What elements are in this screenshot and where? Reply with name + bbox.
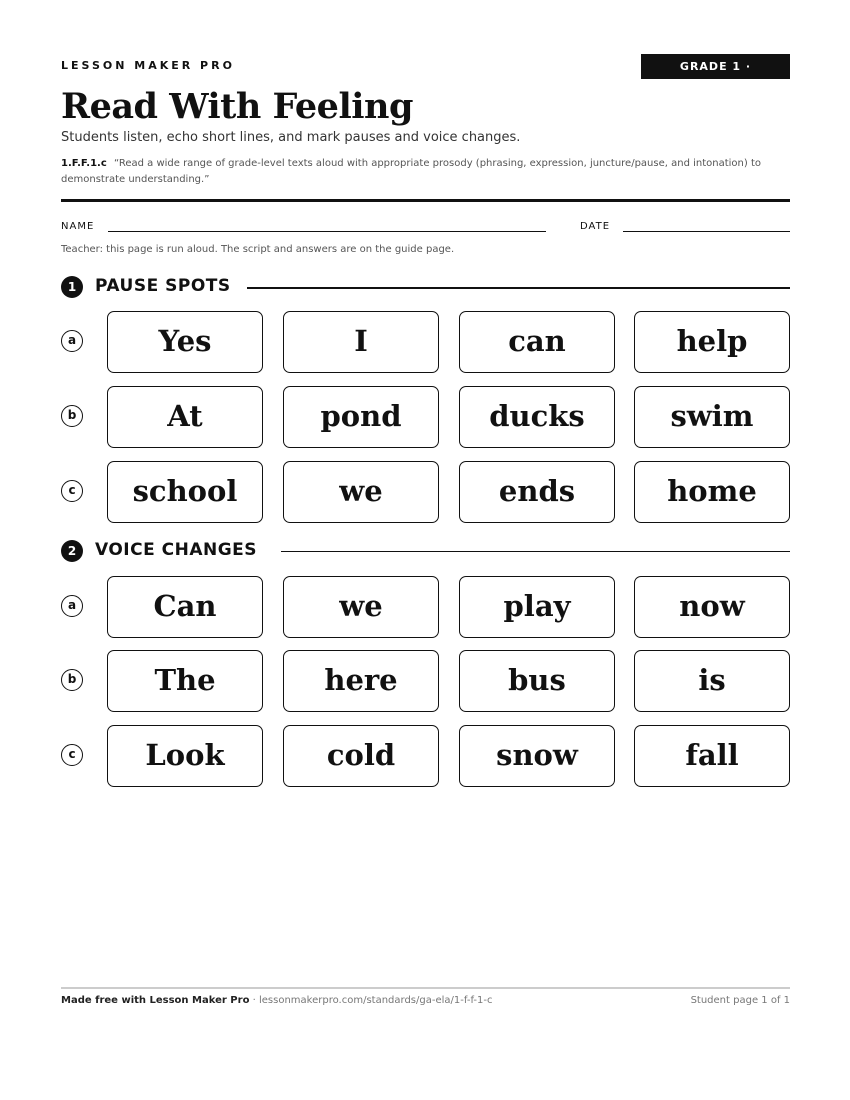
date-label: DATE <box>580 221 611 232</box>
footer-credit <box>61 995 493 1006</box>
word-card[interactable]: bus <box>459 650 615 712</box>
word-card[interactable]: pond <box>283 386 439 448</box>
word-card[interactable]: is <box>634 650 790 712</box>
row-letter-badge: c <box>61 744 83 766</box>
section-divider <box>281 551 790 552</box>
section-number-badge: 2 <box>61 540 83 562</box>
section-pause-spots <box>61 275 790 299</box>
word-card[interactable]: I <box>283 311 439 373</box>
footer-url[interactable]: lessonmakerpro.com/standards/ga-ela/1-f-f-1-c <box>258 995 493 1006</box>
teacher-note: Teacher: this page is run aloud. The script and answers are on the guide page. <box>61 244 455 255</box>
word-row <box>61 650 790 712</box>
row-letter-badge: a <box>61 595 83 617</box>
footer-separator: · <box>249 995 259 1006</box>
word-card[interactable]: fall <box>634 725 790 787</box>
word-card[interactable]: now <box>634 576 790 638</box>
word-card[interactable]: snow <box>459 725 615 787</box>
worksheet-page <box>61 0 790 1100</box>
row-letter-badge: c <box>61 480 83 502</box>
standard-text: “Read a wide range of grade-level texts aloud with appropriate prosody (phrasing, expression, juncture/pause, and intonation) to demonstrate understanding.” <box>61 158 761 185</box>
page-subtitle: Students listen, echo short lines, and mark pauses and voice changes. <box>61 130 521 145</box>
word-card[interactable]: Can <box>107 576 263 638</box>
section-title: PAUSE SPOTS <box>95 276 231 296</box>
word-card[interactable]: cold <box>283 725 439 787</box>
row-letter-badge: a <box>61 330 83 352</box>
word-card[interactable]: can <box>459 311 615 373</box>
section-title: VOICE CHANGES <box>95 540 258 560</box>
section-voice-changes <box>61 539 790 563</box>
word-card[interactable]: we <box>283 461 439 523</box>
word-card[interactable]: here <box>283 650 439 712</box>
word-card[interactable]: help <box>634 311 790 373</box>
word-card[interactable]: swim <box>634 386 790 448</box>
word-card[interactable]: ducks <box>459 386 615 448</box>
row-letter-badge: b <box>61 669 83 691</box>
grade-badge: GRADE 1 · 1.F.F.1.c <box>641 54 790 79</box>
footer-page-label: Student page 1 of 1 <box>690 995 790 1006</box>
word-row <box>61 725 790 787</box>
row-letter-badge: b <box>61 405 83 427</box>
word-row <box>61 461 790 523</box>
header-divider <box>61 199 790 202</box>
word-card[interactable]: play <box>459 576 615 638</box>
word-card[interactable]: home <box>634 461 790 523</box>
section-divider <box>247 287 790 289</box>
footer-divider <box>61 987 790 989</box>
brand-name: LESSON MAKER PRO <box>61 59 235 72</box>
word-card[interactable]: ends <box>459 461 615 523</box>
word-card[interactable]: At <box>107 386 263 448</box>
date-field[interactable] <box>623 231 790 232</box>
standard-code: 1.F.F.1.c <box>61 158 107 169</box>
word-row <box>61 576 790 638</box>
word-card[interactable]: school <box>107 461 263 523</box>
word-row <box>61 386 790 448</box>
name-field[interactable] <box>108 231 546 232</box>
page-title: Read With Feeling <box>61 86 413 127</box>
word-card[interactable]: Look <box>107 725 263 787</box>
name-label: NAME <box>61 221 95 232</box>
word-row <box>61 311 790 373</box>
word-card[interactable]: The <box>107 650 263 712</box>
word-card[interactable]: Yes <box>107 311 263 373</box>
footer-made-with: Made free with Lesson Maker Pro <box>61 995 250 1006</box>
section-number-badge: 1 <box>61 276 83 298</box>
standard-description <box>61 156 771 188</box>
word-card[interactable]: we <box>283 576 439 638</box>
